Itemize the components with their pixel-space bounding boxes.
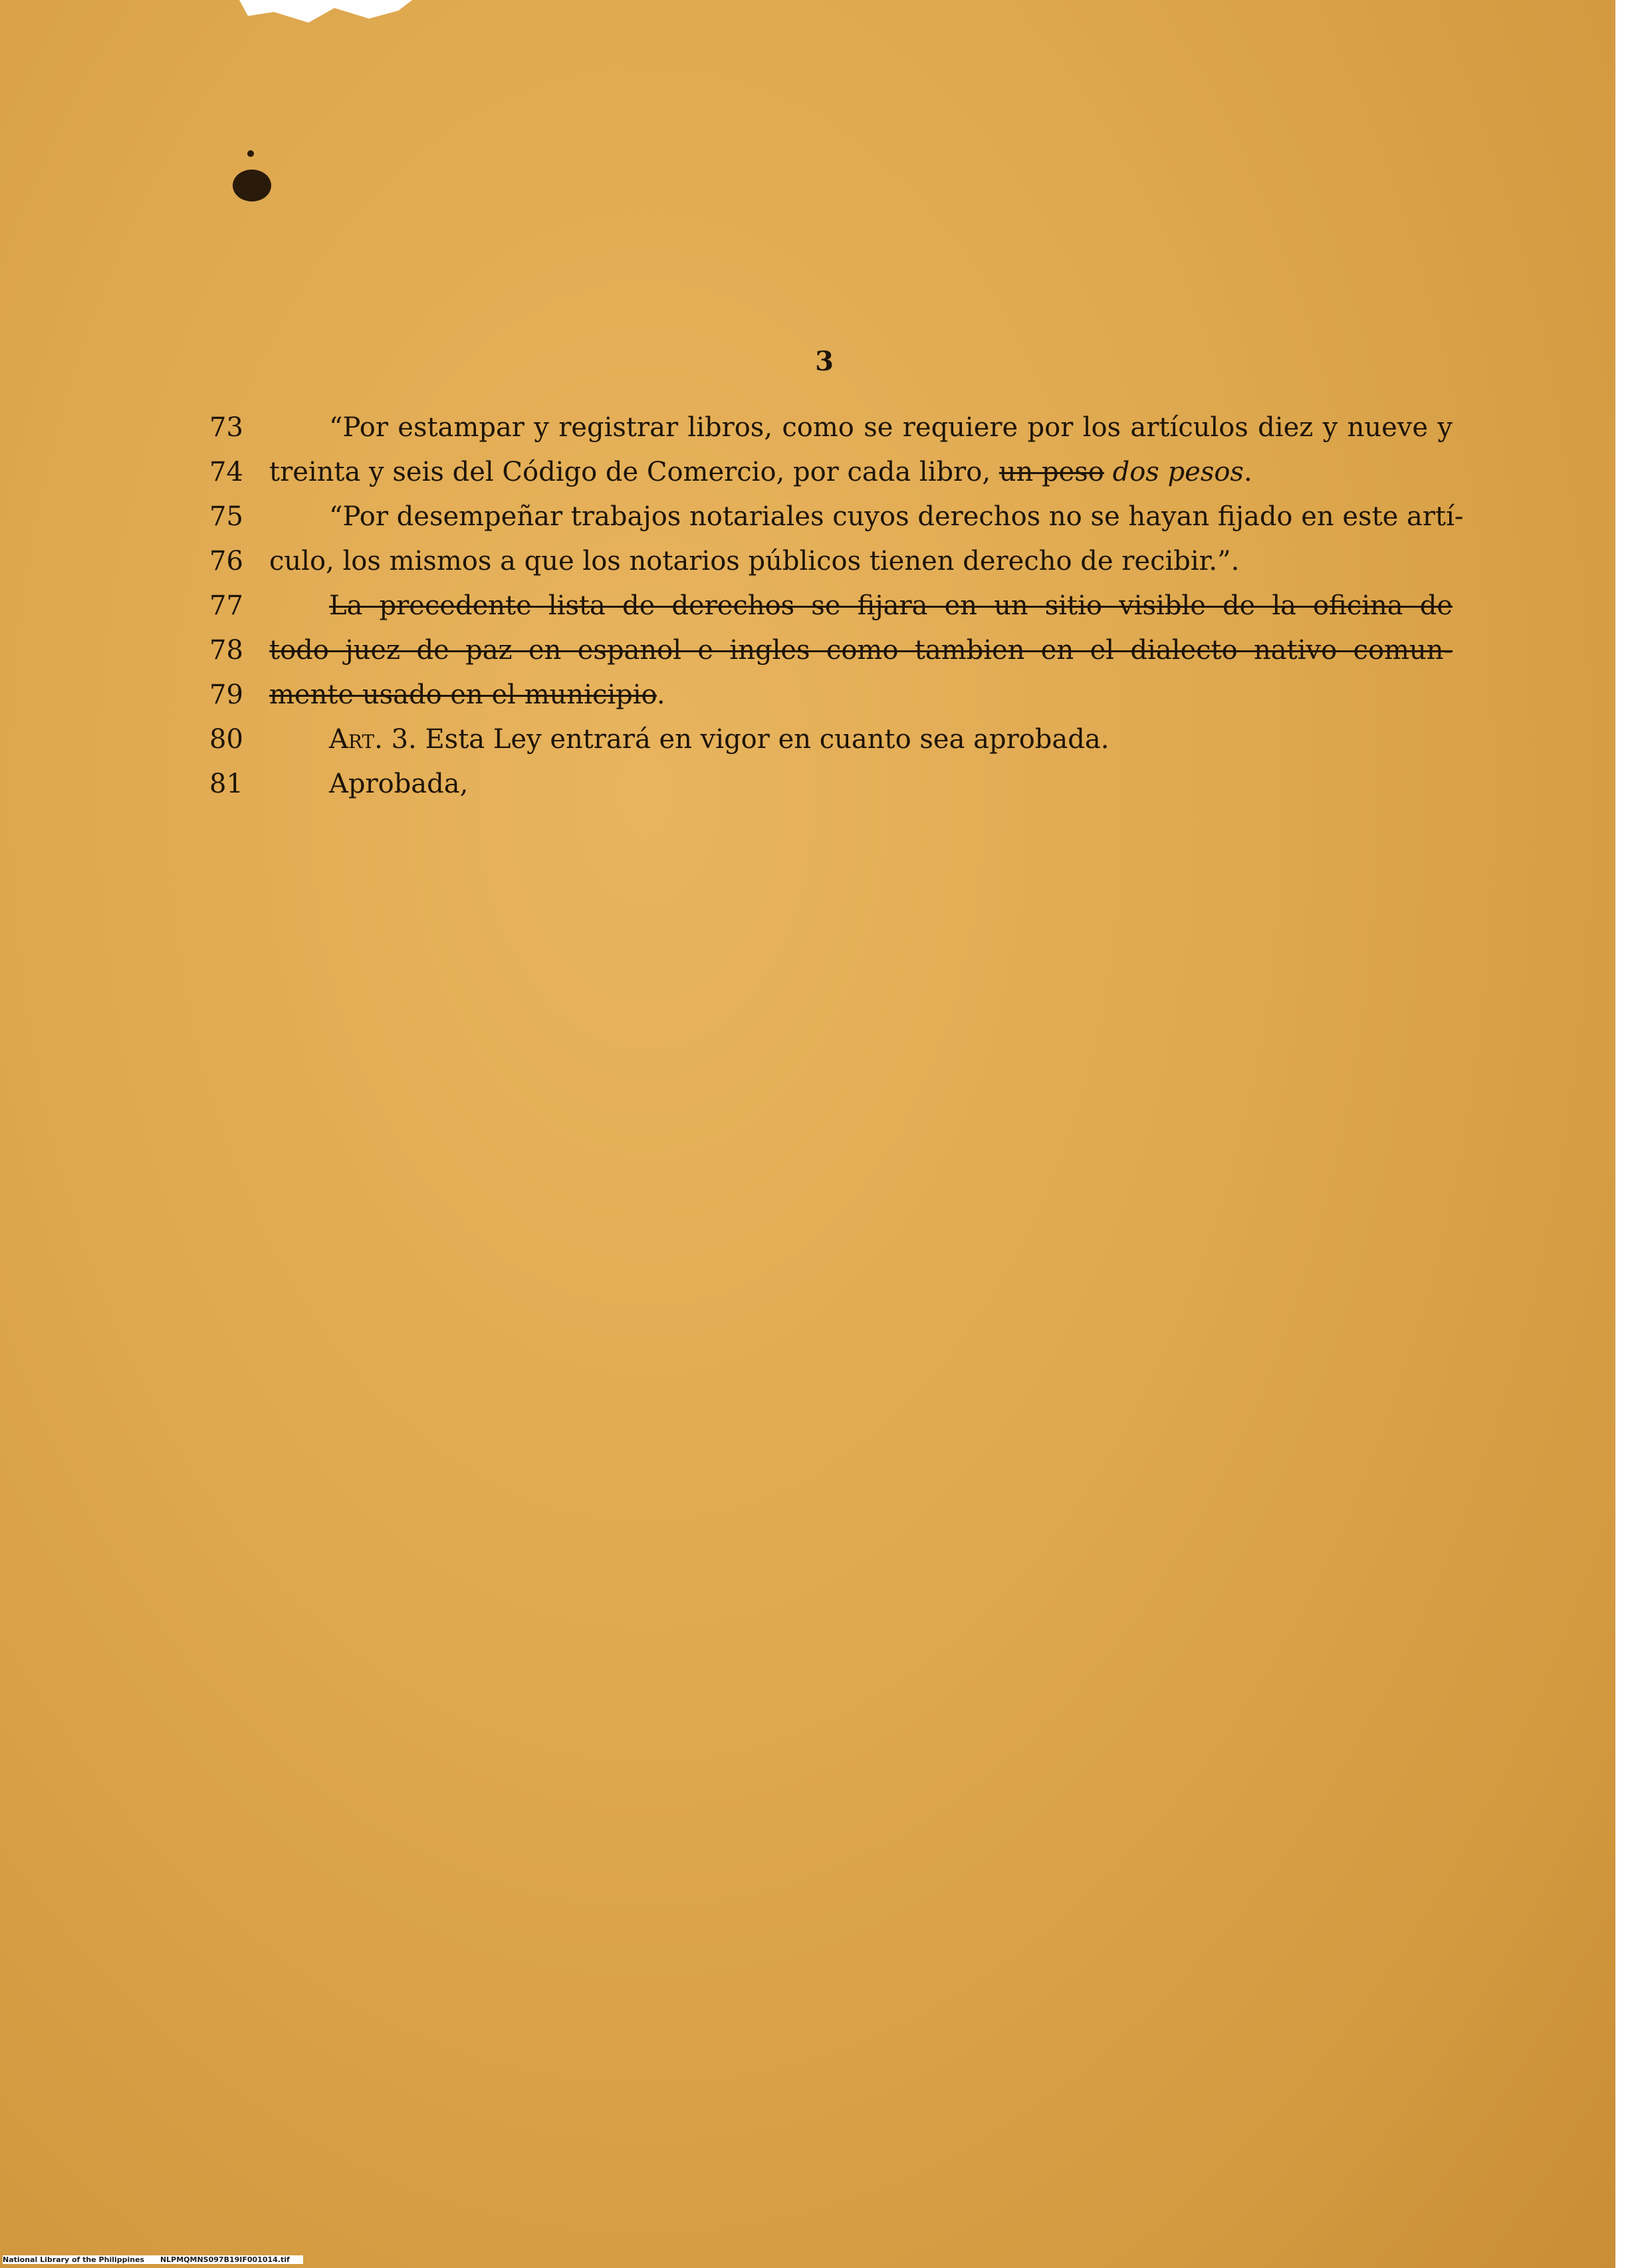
line-number: 75	[209, 501, 243, 532]
torn-edge	[239, 0, 412, 27]
line-text	[269, 717, 1453, 762]
scan-margin	[1615, 0, 1642, 2268]
line-text	[269, 762, 1453, 807]
file-name: NLPMQMNS097B19IF001014.tif	[160, 2255, 290, 2264]
line-segment: “Por estampar y registrar libros, como se requiere por los artículos diez y nueve y	[329, 412, 1453, 443]
line-number: 77	[209, 590, 243, 621]
line-segment	[1104, 457, 1113, 487]
document-line	[209, 584, 1453, 628]
document-line	[209, 450, 1453, 495]
document-line	[209, 717, 1453, 762]
line-number: 74	[209, 457, 243, 487]
line-text	[269, 539, 1453, 584]
document-line	[209, 539, 1453, 584]
line-segment: culo, los mismos a que los notarios públicos tienen derecho de recibir.”.	[269, 546, 1240, 576]
inserted-text: dos pesos	[1112, 457, 1244, 487]
line-number: 81	[209, 769, 243, 799]
document-line	[209, 406, 1453, 450]
document-body	[209, 406, 1464, 807]
line-text	[269, 628, 1453, 673]
struck-text: mente usado en el municipio	[269, 680, 657, 710]
ink-speck	[247, 150, 254, 157]
line-segment: . 3. Esta Ley entrará en vigor en cuanto sea aprobada.	[374, 724, 1110, 755]
line-text	[269, 495, 1464, 539]
document-line	[209, 495, 1464, 539]
line-segment: Aprobada,	[329, 769, 469, 799]
line-number: 78	[209, 635, 243, 666]
page-number: 3	[815, 346, 834, 377]
line-number: 73	[209, 412, 243, 443]
line-segment: treinta y seis del Código de Comercio, por cada libro,	[269, 457, 999, 487]
line-text	[269, 450, 1453, 495]
struck-text: un peso	[998, 457, 1104, 487]
line-number: 76	[209, 546, 243, 576]
line-segment: .	[1243, 457, 1252, 487]
scan-footer	[3, 2255, 303, 2264]
line-text	[269, 584, 1453, 628]
line-segment: “Por desempeñar trabajos notariales cuyos derechos no se hayan fijado en este artí-	[329, 501, 1464, 532]
line-number: 80	[209, 724, 243, 755]
line-segment: .	[656, 680, 665, 710]
struck-text: La precedente lista de derechos se fijara en un sitio visible de la oficina de	[329, 590, 1453, 621]
document-line	[209, 673, 1453, 717]
article-label: Art	[329, 724, 375, 755]
line-number: 79	[209, 680, 243, 710]
library-credit: National Library of the Philippines	[3, 2255, 145, 2264]
document-line	[209, 628, 1453, 673]
ink-blot	[233, 170, 271, 201]
line-text	[269, 673, 1453, 717]
document-line	[209, 762, 1453, 807]
struck-text: todo juez de paz en espanol e ingles como tambien en el dialecto nativo comun-	[269, 635, 1453, 666]
line-text	[269, 406, 1453, 450]
